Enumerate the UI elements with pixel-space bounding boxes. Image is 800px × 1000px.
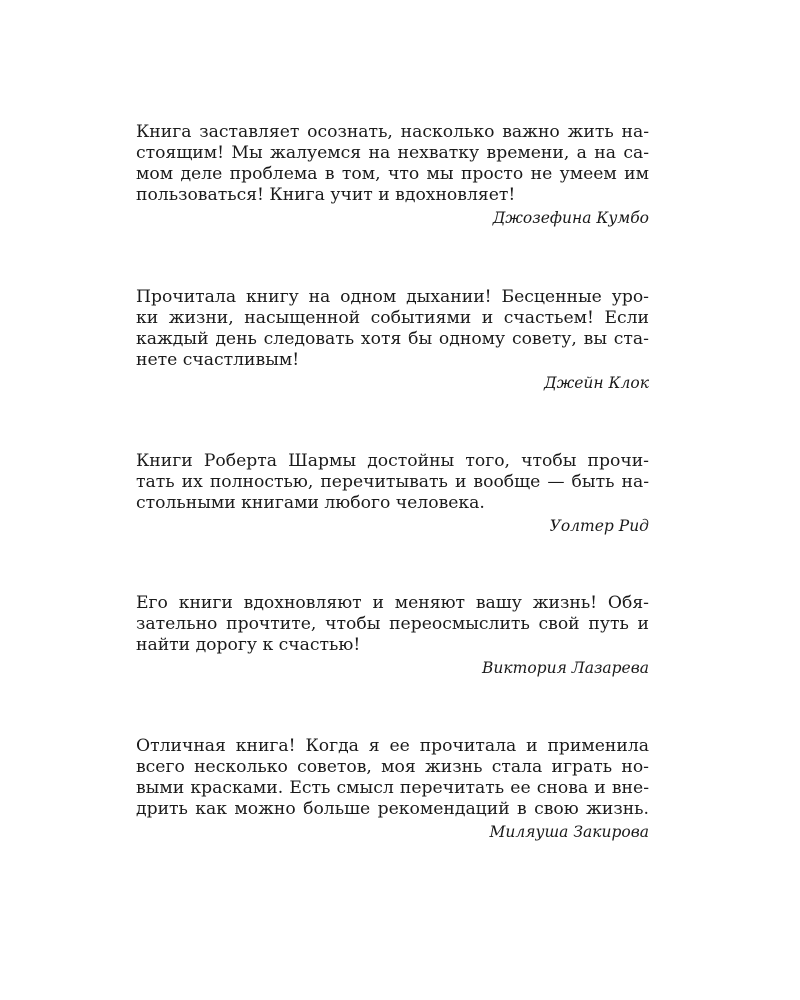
quote-line: мом деле проблема в том, что мы просто не умеем им — [136, 164, 649, 184]
quote-line: Его книги вдохновляют и меняют вашу жизнь! Обя- — [136, 593, 649, 613]
quote-line: ки жизни, насыщенной событиями и счастьем! Если — [136, 308, 649, 328]
review-author: Виктория Лазарева — [482, 659, 649, 677]
quote-line: пользоваться! Книга учит и вдохновляет! — [136, 185, 516, 205]
quote-line: зательно прочтите, чтобы переосмыслить свой путь и — [136, 614, 649, 634]
review-quote — [136, 593, 649, 656]
quote-line: каждый день следовать хотя бы одному совету, вы ста- — [136, 329, 649, 349]
quote-line: Прочитала книгу на одном дыхании! Бесценные уро- — [136, 287, 649, 307]
review-4 — [136, 593, 649, 678]
review-quote — [136, 287, 649, 371]
quote-line: стоящим! Мы жалуемся на нехватку времени, а на са- — [136, 143, 649, 163]
quote-line: Отличная книга! Когда я ее прочитала и применила — [136, 736, 649, 756]
review-1 — [136, 122, 649, 228]
review-quote — [136, 122, 649, 206]
quote-line: найти дорогу к счастью! — [136, 635, 361, 655]
quote-line: дрить как можно больше рекомендаций в свою жизнь. — [136, 799, 649, 819]
review-author: Уолтер Рид — [549, 517, 649, 535]
review-author: Джозефина Кумбо — [492, 209, 649, 227]
quote-line: стольными книгами любого человека. — [136, 493, 485, 513]
quote-line: Книги Роберта Шармы достойны того, чтобы прочи- — [136, 451, 649, 471]
review-quote — [136, 451, 649, 514]
review-author: Джейн Клок — [544, 374, 649, 392]
review-3 — [136, 451, 649, 536]
quote-line: нете счастливым! — [136, 350, 300, 370]
review-quote — [136, 736, 649, 820]
quote-line: тать их полностью, перечитывать и вообще — быть на- — [136, 472, 649, 492]
review-2 — [136, 287, 649, 393]
quote-line: Книга заставляет осознать, насколько важно жить на- — [136, 122, 649, 142]
review-5 — [136, 736, 649, 842]
quote-line: выми красками. Есть смысл перечитать ее снова и вне- — [136, 778, 649, 798]
review-author: Миляуша Закирова — [489, 823, 649, 841]
quote-line: всего несколько советов, моя жизнь стала играть но- — [136, 757, 649, 777]
